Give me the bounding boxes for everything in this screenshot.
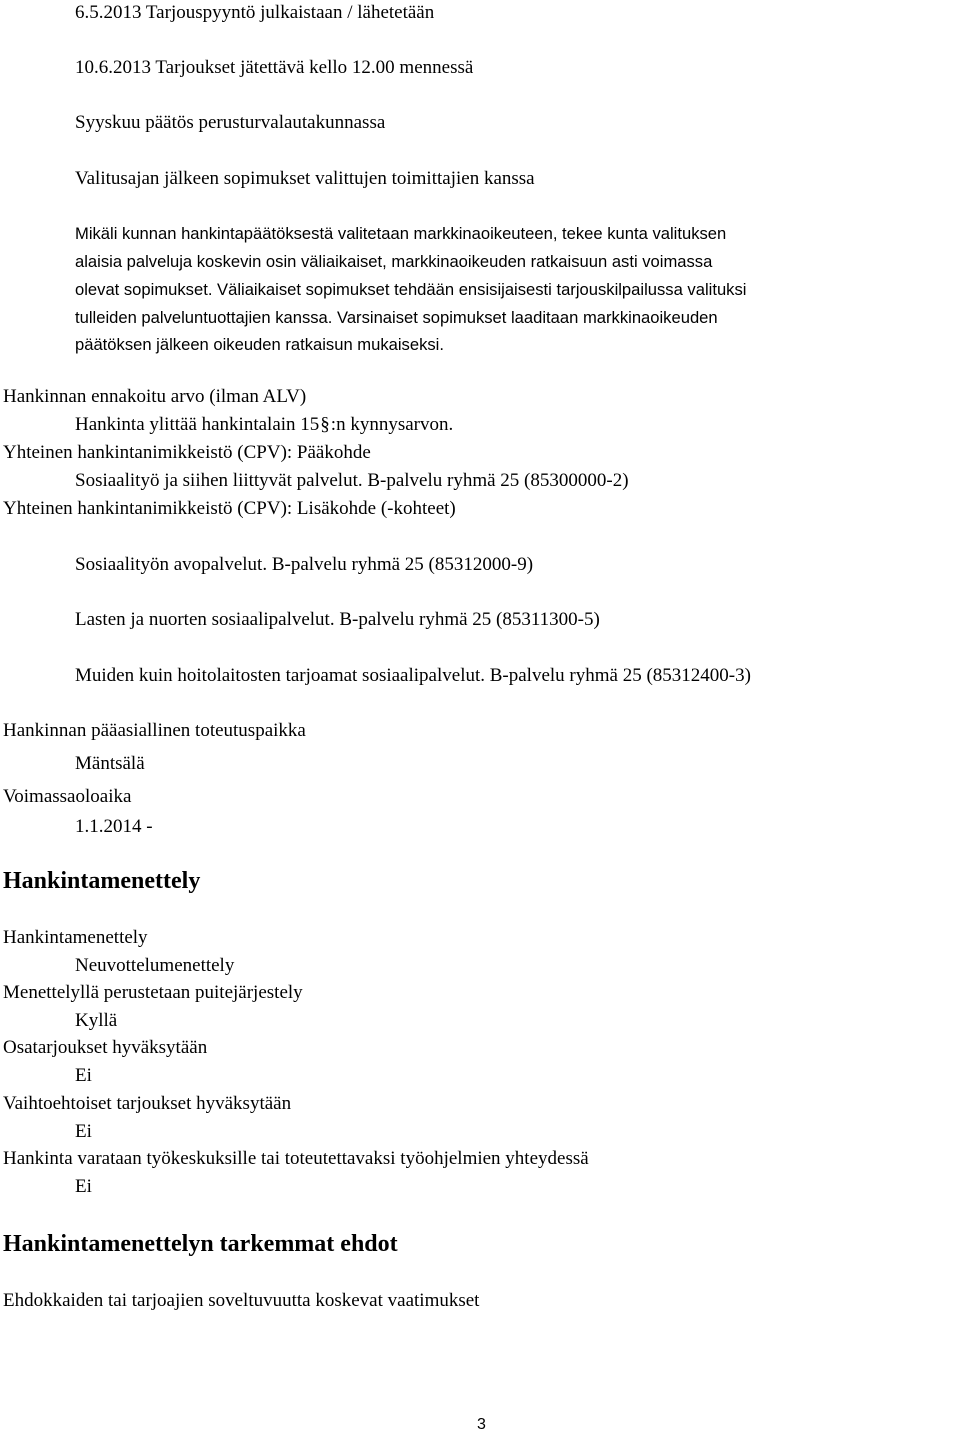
procedure-field-value: Kyllä	[75, 1010, 118, 1031]
procedure-field-label: Osatarjoukset hyväksytään	[3, 1037, 208, 1058]
procedure-field-value: Ei	[75, 1065, 92, 1086]
cpv-additional-item: Sosiaalityön avopalvelut. B-palvelu ryhmä 25 (85312000-9)	[75, 554, 534, 575]
timeline-line: Valitusajan jälkeen sopimukset valittujen toimittajien kanssa	[75, 168, 535, 189]
section-sign-icon: §	[320, 414, 330, 435]
value-label: Hankinnan ennakoitu arvo (ilman ALV)	[3, 386, 307, 407]
timeline-line: 10.6.2013 Tarjoukset jätettävä kello 12.00 mennessä	[75, 57, 474, 78]
timeline-line: Syyskuu päätös perusturvalautakunnassa	[75, 112, 386, 133]
procedure-field-label: Vaihtoehtoiset tarjoukset hyväksytään	[3, 1093, 292, 1114]
paragraph-line: Mikäli kunnan hankintapäätöksestä valitetaan markkinaoikeuteen, tekee kunta valituksen	[75, 224, 727, 243]
cpv-main-value: Sosiaalityö ja siihen liittyvät palvelut. B-palvelu ryhmä 25 (85300000-2)	[75, 470, 629, 491]
validity-value: 1.1.2014 -	[75, 816, 153, 837]
procedure-field-label: Hankintamenettely	[3, 927, 148, 948]
conditions-item: Ehdokkaiden tai tarjoajien soveltuvuutta koskevat vaatimukset	[3, 1290, 480, 1311]
paragraph-line: alaisia palveluja koskevin osin väliaikaiset, markkinaoikeuden ratkaisuun asti voimassa	[75, 252, 713, 271]
procedure-field-label: Menettelyllä perustetaan puitejärjestely	[3, 982, 303, 1003]
paragraph-line: päätöksen jälkeen oikeuden ratkaisun mukaiseksi.	[75, 335, 444, 354]
cpv-additional-label: Yhteinen hankintanimikkeistö (CPV): Lisäkohde (-kohteet)	[3, 498, 456, 519]
timeline-line: 6.5.2013 Tarjouspyyntö julkaistaan / lähetetään	[75, 2, 435, 23]
procedure-field-value: Ei	[75, 1176, 92, 1197]
cpv-additional-item: Lasten ja nuorten sosiaalipalvelut. B-palvelu ryhmä 25 (85311300-5)	[75, 609, 600, 630]
procedure-field-label: Hankinta varataan työkeskuksille tai toteutettavaksi työohjelmien yhteydessä	[3, 1148, 589, 1169]
value-text	[75, 413, 453, 437]
value-text-after: :n kynnysarvon.	[330, 414, 454, 435]
location-label: Hankinnan pääasiallinen toteutuspaikka	[3, 720, 306, 741]
cpv-main-label: Yhteinen hankintanimikkeistö (CPV): Pääkohde	[3, 442, 371, 463]
page-number: 3	[477, 1416, 486, 1433]
location-value: Mäntsälä	[75, 753, 145, 774]
cpv-additional-item: Muiden kuin hoitolaitosten tarjoamat sosiaalipalvelut. B-palvelu ryhmä 25 (85312400-3)	[75, 665, 751, 686]
procedure-field-value: Ei	[75, 1121, 92, 1142]
procedure-heading: Hankintamenettely	[3, 868, 201, 894]
paragraph-line: tulleiden palveluntuottajien kanssa. Varsinaiset sopimukset laaditaan markkinaoikeuden	[75, 308, 718, 327]
validity-label: Voimassaoloaika	[3, 786, 132, 807]
conditions-heading: Hankintamenettelyn tarkemmat ehdot	[3, 1231, 398, 1257]
paragraph-line: olevat sopimukset. Väliaikaiset sopimukset tehdään ensisijaisesti tarjouskilpailussa valituksi	[75, 280, 747, 299]
value-text-before: Hankinta ylittää hankintalain 15	[75, 414, 320, 435]
procedure-field-value: Neuvottelumenettely	[75, 955, 235, 976]
